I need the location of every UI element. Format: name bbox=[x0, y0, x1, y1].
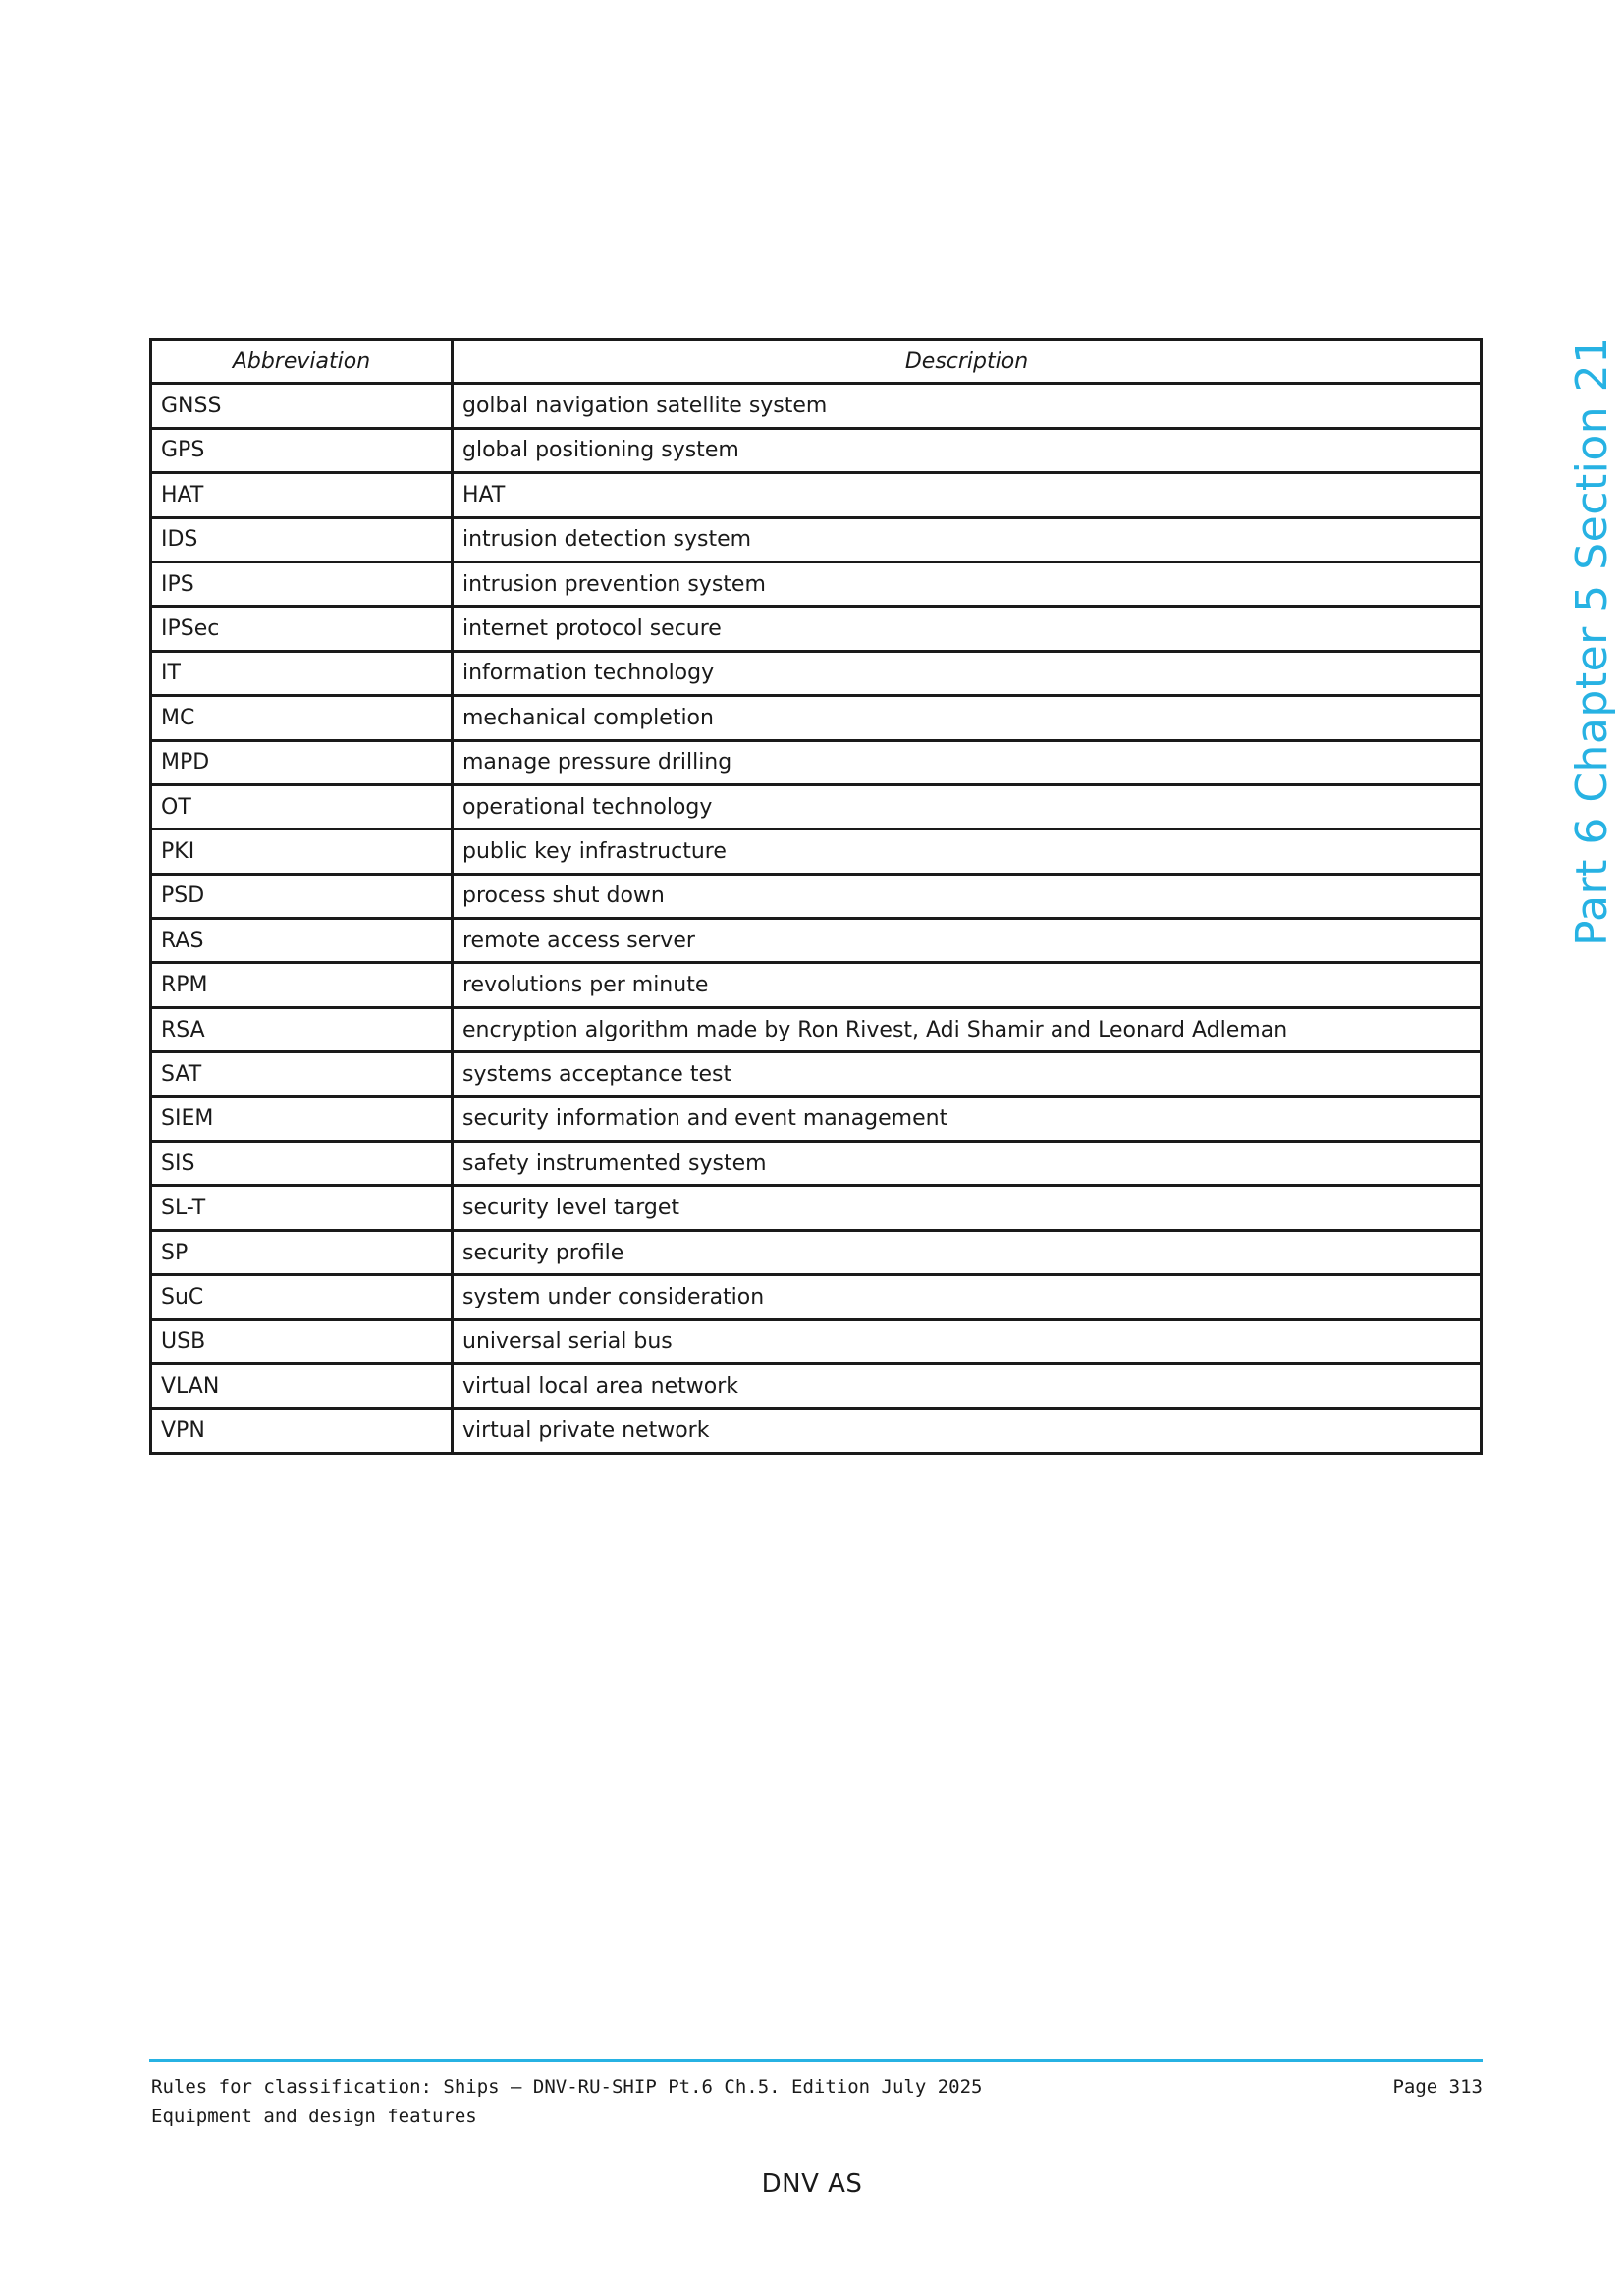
table-row bbox=[151, 384, 1482, 428]
table-row bbox=[151, 1319, 1482, 1363]
footer-divider bbox=[149, 2059, 1483, 2062]
table-row bbox=[151, 1230, 1482, 1274]
table-row bbox=[151, 1142, 1482, 1186]
abbreviation-cell: USB bbox=[151, 1319, 453, 1363]
description-cell: internet protocol secure bbox=[453, 607, 1482, 651]
table-row bbox=[151, 1363, 1482, 1408]
description-cell: information technology bbox=[453, 651, 1482, 695]
header-description: Description bbox=[453, 340, 1482, 384]
abbreviation-cell: IPS bbox=[151, 561, 453, 606]
abbreviation-cell: MPD bbox=[151, 740, 453, 784]
description-cell: security profile bbox=[453, 1230, 1482, 1274]
description-cell: universal serial bus bbox=[453, 1319, 1482, 1363]
description-cell: system under consideration bbox=[453, 1275, 1482, 1319]
abbreviation-cell: IPSec bbox=[151, 607, 453, 651]
abbreviation-cell: PSD bbox=[151, 874, 453, 918]
description-cell: revolutions per minute bbox=[453, 963, 1482, 1007]
table-row bbox=[151, 696, 1482, 740]
description-cell: intrusion prevention system bbox=[453, 561, 1482, 606]
table-row bbox=[151, 517, 1482, 561]
description-cell: security level target bbox=[453, 1186, 1482, 1230]
table-row bbox=[151, 561, 1482, 606]
abbreviation-cell: HAT bbox=[151, 473, 453, 517]
abbreviation-cell: SIS bbox=[151, 1142, 453, 1186]
description-cell: golbal navigation satellite system bbox=[453, 384, 1482, 428]
table-row bbox=[151, 784, 1482, 828]
description-cell: security information and event management bbox=[453, 1096, 1482, 1141]
table-row bbox=[151, 1275, 1482, 1319]
abbreviation-cell: SAT bbox=[151, 1052, 453, 1096]
description-cell: virtual local area network bbox=[453, 1363, 1482, 1408]
description-cell: mechanical completion bbox=[453, 696, 1482, 740]
table-row bbox=[151, 1096, 1482, 1141]
description-cell: safety instrumented system bbox=[453, 1142, 1482, 1186]
abbreviation-cell: VLAN bbox=[151, 1363, 453, 1408]
footer-document-title: Rules for classification: Ships — DNV-RU-SHIP Pt.6 Ch.5. Edition July 2025 bbox=[151, 2076, 983, 2098]
table-row bbox=[151, 874, 1482, 918]
table-body bbox=[151, 384, 1482, 1453]
abbreviation-cell: OT bbox=[151, 784, 453, 828]
abbreviation-cell: RAS bbox=[151, 919, 453, 963]
abbreviation-cell: GPS bbox=[151, 428, 453, 472]
table-row bbox=[151, 651, 1482, 695]
table-row bbox=[151, 428, 1482, 472]
description-cell: HAT bbox=[453, 473, 1482, 517]
description-cell: public key infrastructure bbox=[453, 829, 1482, 874]
description-cell: manage pressure drilling bbox=[453, 740, 1482, 784]
abbreviation-cell: IT bbox=[151, 651, 453, 695]
table-row bbox=[151, 1409, 1482, 1453]
abbreviations-table bbox=[149, 338, 1483, 1455]
description-cell: intrusion detection system bbox=[453, 517, 1482, 561]
abbreviation-cell: RPM bbox=[151, 963, 453, 1007]
abbreviation-cell: MC bbox=[151, 696, 453, 740]
abbreviation-cell: RSA bbox=[151, 1007, 453, 1051]
abbreviation-cell: SIEM bbox=[151, 1096, 453, 1141]
abbreviation-cell: SL-T bbox=[151, 1186, 453, 1230]
table-row bbox=[151, 473, 1482, 517]
description-cell: encryption algorithm made by Ron Rivest, Adi Shamir and Leonard Adleman bbox=[453, 1007, 1482, 1051]
footer-page-number: Page 313 bbox=[1392, 2076, 1483, 2098]
side-section-tab: Part 6 Chapter 5 Section 21 bbox=[1567, 336, 1617, 946]
table-row bbox=[151, 963, 1482, 1007]
table-header-row bbox=[151, 340, 1482, 384]
publisher-name: DNV AS bbox=[761, 2169, 863, 2199]
table-row bbox=[151, 1186, 1482, 1230]
abbreviation-cell: SP bbox=[151, 1230, 453, 1274]
table-row bbox=[151, 1007, 1482, 1051]
header-abbreviation: Abbreviation bbox=[151, 340, 453, 384]
description-cell: virtual private network bbox=[453, 1409, 1482, 1453]
abbreviation-cell: GNSS bbox=[151, 384, 453, 428]
abbreviation-cell: SuC bbox=[151, 1275, 453, 1319]
footer-chapter-title: Equipment and design features bbox=[151, 2106, 477, 2127]
table-row bbox=[151, 829, 1482, 874]
table-row bbox=[151, 919, 1482, 963]
abbreviation-cell: PKI bbox=[151, 829, 453, 874]
abbreviation-cell: IDS bbox=[151, 517, 453, 561]
description-cell: operational technology bbox=[453, 784, 1482, 828]
abbreviation-cell: VPN bbox=[151, 1409, 453, 1453]
description-cell: process shut down bbox=[453, 874, 1482, 918]
description-cell: remote access server bbox=[453, 919, 1482, 963]
description-cell: global positioning system bbox=[453, 428, 1482, 472]
table-row bbox=[151, 740, 1482, 784]
table-row bbox=[151, 607, 1482, 651]
table-row bbox=[151, 1052, 1482, 1096]
description-cell: systems acceptance test bbox=[453, 1052, 1482, 1096]
